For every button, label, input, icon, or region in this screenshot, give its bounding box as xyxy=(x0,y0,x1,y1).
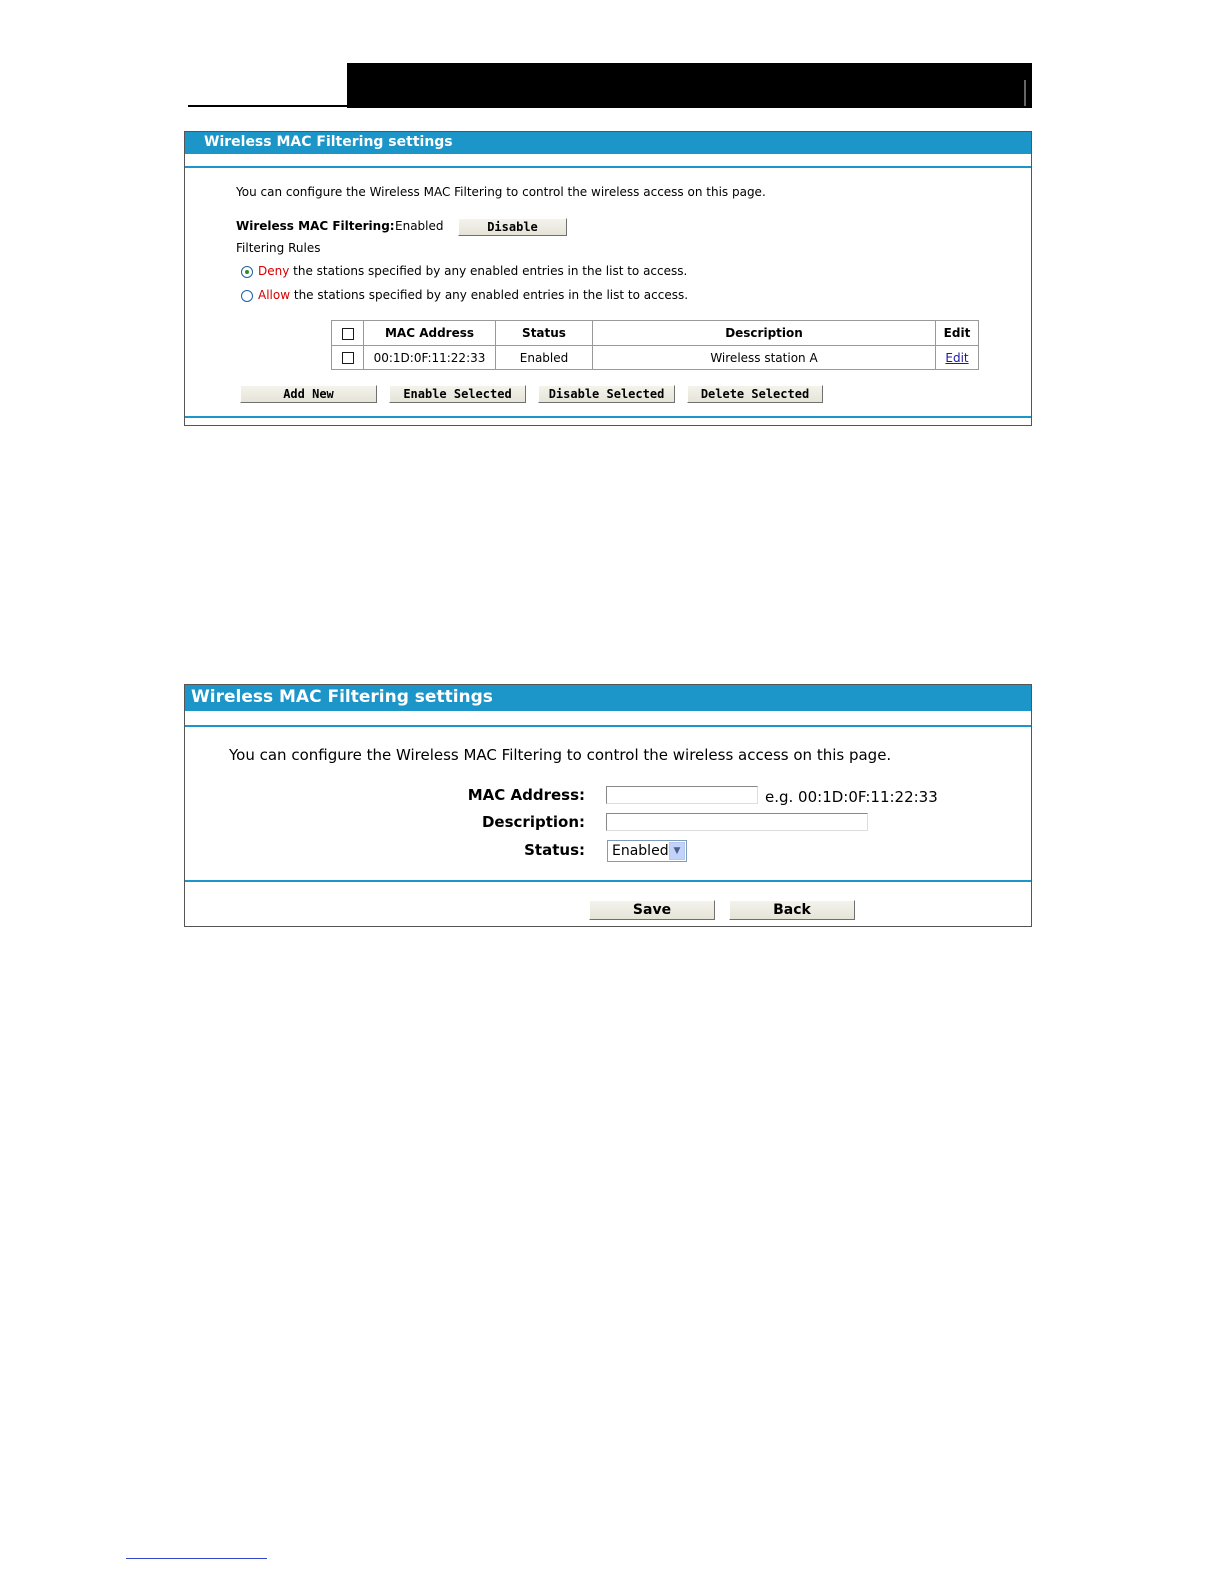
mac-filter-add-panel xyxy=(184,684,1032,927)
row-select-cell xyxy=(332,346,364,370)
description-input[interactable] xyxy=(606,813,868,831)
header-rule xyxy=(188,105,350,107)
deny-rule-radio[interactable] xyxy=(241,266,253,278)
disable-filtering-button[interactable]: Disable xyxy=(458,218,567,236)
status-selected-value: Enabled xyxy=(612,843,669,859)
row-checkbox[interactable] xyxy=(342,352,354,364)
deny-keyword: Deny xyxy=(258,264,290,278)
table-row xyxy=(332,346,979,370)
divider-top xyxy=(185,725,1031,727)
table-header-row xyxy=(332,321,979,346)
divider-bottom xyxy=(185,880,1031,882)
allow-rule-text xyxy=(258,288,688,302)
enable-selected-button[interactable]: Enable Selected xyxy=(389,385,526,403)
column-header: Status xyxy=(496,321,593,346)
deny-rule-text xyxy=(258,264,687,278)
chevron-down-icon[interactable]: ▼ xyxy=(669,842,685,860)
filtering-label: Wireless MAC Filtering: xyxy=(236,219,395,233)
disable-selected-button[interactable]: Disable Selected xyxy=(538,385,675,403)
mac-address-label: MAC Address: xyxy=(467,786,585,804)
panel-title: Wireless MAC Filtering settings xyxy=(185,685,1031,711)
status-label: Status: xyxy=(524,841,585,859)
status-select[interactable] xyxy=(607,840,687,862)
delete-selected-button[interactable]: Delete Selected xyxy=(687,385,823,403)
deny-rule-description: the stations specified by any enabled entries in the list to access. xyxy=(289,264,688,278)
allow-rule-description: the stations specified by any enabled entries in the list to access. xyxy=(290,288,689,302)
intro-text: You can configure the Wireless MAC Filtering to control the wireless access on this page. xyxy=(229,746,892,764)
column-header: MAC Address xyxy=(364,321,496,346)
description-cell: Wireless station A xyxy=(593,346,936,370)
edit-link[interactable]: Edit xyxy=(945,350,969,365)
filtering-rules-label: Filtering Rules xyxy=(236,241,321,255)
mac-filter-table xyxy=(331,320,979,370)
filtering-status-value: Enabled xyxy=(395,219,444,233)
divider-bottom xyxy=(185,416,1031,418)
mac-address-input[interactable] xyxy=(606,786,758,804)
intro-text: You can configure the Wireless MAC Filtering to control the wireless access on this page. xyxy=(236,185,766,199)
divider-top xyxy=(185,166,1031,168)
back-button[interactable]: Back xyxy=(729,900,855,920)
header-banner-mark xyxy=(1024,80,1026,106)
save-button[interactable]: Save xyxy=(589,900,715,920)
allow-rule-radio[interactable] xyxy=(241,290,253,302)
add-new-button[interactable]: Add New xyxy=(240,385,377,403)
footer-rule xyxy=(126,1558,267,1559)
mac-cell: 00:1D:0F:11:22:33 xyxy=(364,346,496,370)
column-header: Description xyxy=(593,321,936,346)
description-label: Description: xyxy=(481,813,585,831)
allow-keyword: Allow xyxy=(258,288,291,302)
column-header: Edit xyxy=(936,321,979,346)
mac-address-hint: e.g. 00:1D:0F:11:22:33 xyxy=(765,788,938,806)
select-all-cell xyxy=(332,321,364,346)
select-all-checkbox[interactable] xyxy=(342,328,354,340)
edit-cell xyxy=(936,346,979,370)
mac-filter-list-panel xyxy=(184,131,1032,426)
panel-title: Wireless MAC Filtering settings xyxy=(185,132,1031,154)
status-cell: Enabled xyxy=(496,346,593,370)
header-banner xyxy=(347,63,1032,108)
